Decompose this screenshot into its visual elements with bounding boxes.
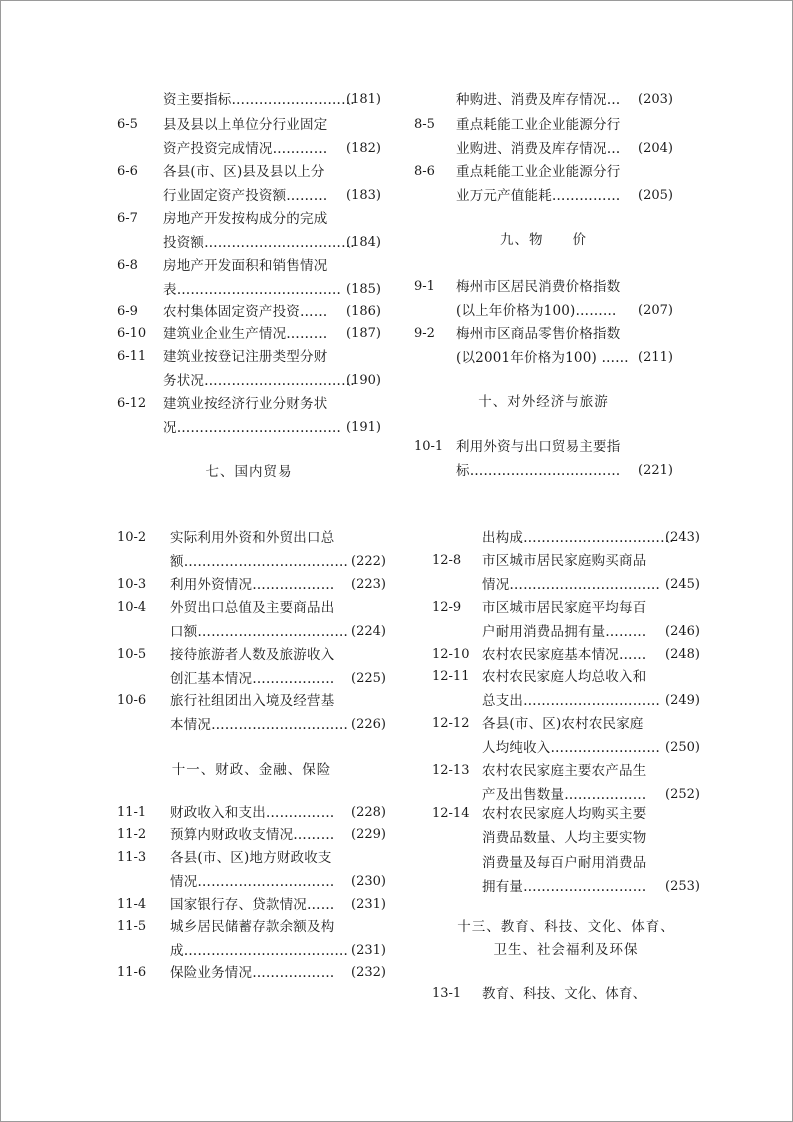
entry-title-line: 利用外资情况………………	[170, 577, 335, 593]
entry-title-line: 农村农民家庭人均购买主要	[482, 806, 647, 822]
entry-number: 10-3	[117, 577, 147, 592]
entry-title-line: 农村农民家庭人均总收入和	[482, 669, 647, 685]
entry-title-line: (以上年价格为100)………	[456, 303, 617, 319]
entry-title-line: 户耐用消费品拥有量………	[482, 624, 647, 640]
entry-number: 12-10	[432, 647, 470, 662]
entry-number: 12-14	[432, 806, 470, 821]
entry-title-line: 国家银行存、贷款情况……	[170, 897, 335, 913]
entry-title-line: 各县(市、区)县及县以上分	[163, 164, 325, 180]
section-heading: 十一、财政、金融、保险	[171, 762, 332, 778]
entry-page-number: (231)	[351, 943, 386, 958]
entry-number: 9-2	[414, 326, 435, 341]
entry-number: 6-11	[117, 349, 147, 364]
entry-title-line: 房地产开发面积和销售情况	[163, 258, 328, 274]
entry-number: 8-5	[414, 117, 435, 132]
entry-title-line: 资产投资完成情况…………	[163, 141, 328, 157]
entry-page-number: (186)	[346, 304, 381, 319]
section-heading: 十三、教育、科技、文化、体育、	[457, 919, 675, 935]
entry-title-line: 房地产开发按构成分的完成	[163, 211, 328, 227]
entry-title-line: 情况……………………………	[482, 577, 661, 593]
entry-title-line: 产及出售数量………………	[482, 787, 647, 803]
entry-number: 11-5	[117, 919, 147, 934]
entry-page-number: (204)	[638, 141, 673, 156]
entry-title-line: 总支出…………………………	[482, 693, 661, 709]
entry-number: 6-7	[117, 211, 138, 226]
entry-title-line: 市区城市居民家庭平均每百	[482, 600, 647, 616]
entry-title-line: 情况…………………………	[170, 874, 335, 890]
entry-title-line: 额………………………………	[170, 554, 349, 570]
entry-title-line: 各县(市、区)农村农民家庭	[482, 716, 644, 732]
entry-page-number: (221)	[638, 463, 673, 478]
entry-page-number: (253)	[665, 879, 700, 894]
entry-page-number: (182)	[346, 141, 381, 156]
entry-title-line: 接待旅游者人数及旅游收入	[170, 647, 335, 663]
entry-page-number: (222)	[351, 554, 386, 569]
entry-page-number: (191)	[346, 420, 381, 435]
entry-title-line: 成………………………………	[170, 943, 349, 959]
entry-page-number: (184)	[346, 235, 381, 250]
toc-column-bottom-left	[117, 530, 386, 993]
entry-number: 12-11	[432, 669, 470, 684]
entry-title-line: 消费品数量、人均主要实物	[482, 830, 647, 846]
entry-title-line: 财政收入和支出……………	[170, 805, 335, 821]
entry-title-line: 人均纯收入……………………	[482, 740, 661, 756]
entry-number: 6-12	[117, 396, 147, 411]
entry-page-number: (203)	[638, 92, 673, 107]
entry-title-line: 预算内财政收支情况………	[170, 827, 335, 843]
entry-title-line: 况………………………………	[163, 420, 342, 436]
entry-title-line: 农村农民家庭基本情况……	[482, 647, 647, 663]
entry-number: 10-6	[117, 693, 147, 708]
entry-title-line: 务状况……………………………	[163, 373, 355, 389]
entry-title-line: 农村农民家庭主要农产品生	[482, 763, 647, 779]
entry-title-line: 口额……………………………	[170, 624, 349, 640]
entry-title-line: 行业固定资产投资额………	[163, 188, 328, 204]
entry-title-line: 旅行社组团出入境及经营基	[170, 693, 335, 709]
entry-title-line: 外贸出口总值及主要商品出	[170, 600, 335, 616]
entry-number: 10-5	[117, 647, 147, 662]
entry-number: 6-10	[117, 326, 147, 341]
entry-title-line: 市区城市居民家庭购买商品	[482, 553, 647, 569]
entry-number: 11-6	[117, 965, 147, 980]
entry-number: 12-8	[432, 553, 462, 568]
entry-page-number: (223)	[351, 577, 386, 592]
entry-title-line: 实际利用外资和外贸出口总	[170, 530, 335, 546]
entry-number: 6-8	[117, 258, 138, 273]
entry-page-number: (231)	[351, 897, 386, 912]
entry-title-line: 县及县以上单位分行业固定	[163, 117, 328, 133]
entry-title-line: 城乡居民储蓄存款余额及构	[170, 919, 335, 935]
entry-number: 6-9	[117, 304, 138, 319]
entry-page-number: (230)	[351, 874, 386, 889]
entry-number: 12-9	[432, 600, 462, 615]
section-heading: 卫生、社会福利及环保	[493, 942, 639, 958]
entry-page-number: (185)	[346, 282, 381, 297]
entry-number: 9-1	[414, 279, 435, 294]
entry-title-line: 资主要指标………………………	[163, 92, 355, 108]
entry-title-line: 梅州市区商品零售价格指数	[456, 326, 621, 342]
entry-title-line: 农村集体固定资产投资……	[163, 304, 328, 320]
entry-number: 12-12	[432, 716, 470, 731]
section-heading: 十、对外经济与旅游	[478, 394, 609, 410]
entry-title-line: 梅州市区居民消费价格指数	[456, 279, 621, 295]
entry-page-number: (246)	[665, 624, 700, 639]
entry-page-number: (248)	[665, 647, 700, 662]
entry-page-number: (245)	[665, 577, 700, 592]
toc-column-top-left	[117, 92, 381, 480]
entry-number: 10-2	[117, 530, 147, 545]
entry-title-line: 各县(市、区)地方财政收支	[170, 850, 332, 866]
entry-title-line: 建筑业按登记注册类型分财	[163, 349, 328, 365]
entry-title-line: 消费量及每百户耐用消费品	[482, 855, 647, 871]
entry-number: 11-2	[117, 827, 147, 842]
entry-title-line: 建筑业按经济行业分财务状	[163, 396, 328, 412]
entry-number: 11-3	[117, 850, 147, 865]
entry-title-line: 保险业务情况………………	[170, 965, 335, 981]
entry-page-number: (205)	[638, 188, 673, 203]
entry-title-line: 标……………………………	[456, 463, 621, 479]
entry-page-number: (252)	[665, 787, 700, 802]
section-heading: 九、物 价	[500, 232, 587, 248]
entry-title-line: 重点耗能工业企业能源分行	[456, 117, 621, 133]
entry-page-number: (183)	[346, 188, 381, 203]
entry-title-line: 建筑业企业生产情况………	[163, 326, 328, 342]
entry-title-line: 业购进、消费及库存情况…	[456, 141, 621, 157]
entry-title-line: 重点耗能工业企业能源分行	[456, 164, 621, 180]
entry-title-line: 表………………………………	[163, 282, 342, 298]
entry-number: 12-13	[432, 763, 470, 778]
entry-page-number: (224)	[351, 624, 386, 639]
section-heading: 七、国内贸易	[205, 464, 293, 480]
entry-page-number: (190)	[346, 373, 381, 388]
entry-number: 13-1	[432, 986, 462, 1001]
entry-page-number: (228)	[351, 805, 386, 820]
entry-number: 10-1	[414, 439, 444, 454]
entry-page-number: (250)	[665, 740, 700, 755]
toc-column-top-right	[414, 92, 673, 492]
entry-page-number: (225)	[351, 671, 386, 686]
entry-page-number: (181)	[346, 92, 381, 107]
entry-page-number: (187)	[346, 326, 381, 341]
entry-page-number: (243)	[665, 530, 700, 545]
entry-title-line: 拥有量………………………	[482, 879, 647, 895]
entry-title-line: (以2001年价格为100) ……	[456, 350, 629, 366]
entry-title-line: 业万元产值能耗……………	[456, 188, 621, 204]
entry-title-line: 出构成……………………………	[482, 530, 674, 546]
entry-number: 6-5	[117, 117, 138, 132]
entry-page-number: (207)	[638, 303, 673, 318]
entry-title-line: 创汇基本情况………………	[170, 671, 335, 687]
entry-page-number: (211)	[638, 350, 673, 365]
entry-page-number: (229)	[351, 827, 386, 842]
entry-page-number: (249)	[665, 693, 700, 708]
entry-page-number: (226)	[351, 717, 386, 732]
entry-number: 6-6	[117, 164, 138, 179]
entry-title-line: 利用外资与出口贸易主要指	[456, 439, 621, 455]
entry-page-number: (232)	[351, 965, 386, 980]
entry-number: 10-4	[117, 600, 147, 615]
entry-title-line: 种购进、消费及库存情况…	[456, 92, 621, 108]
entry-number: 11-1	[117, 805, 147, 820]
toc-column-bottom-right	[432, 530, 700, 1013]
entry-title-line: 本情况…………………………	[170, 717, 349, 733]
entry-title-line: 教育、科技、文化、体育、	[482, 986, 647, 1002]
entry-number: 8-6	[414, 164, 435, 179]
entry-title-line: 投资额……………………………	[163, 235, 355, 251]
entry-number: 11-4	[117, 897, 147, 912]
